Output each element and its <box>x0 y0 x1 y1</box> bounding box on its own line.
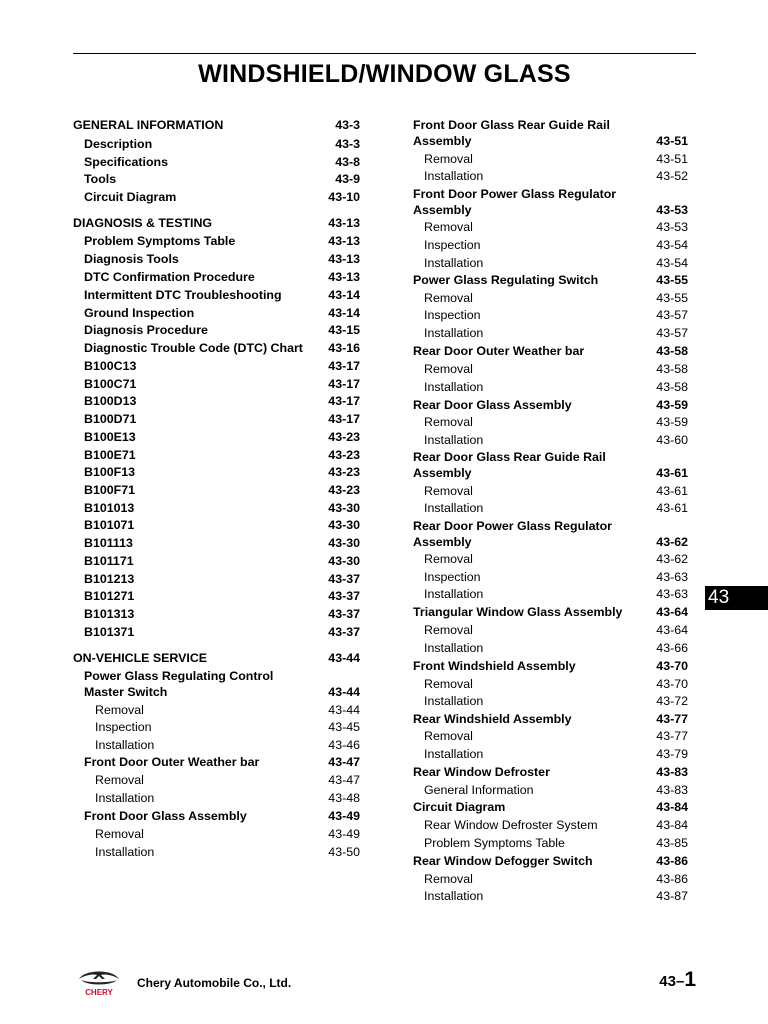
toc-entry-label: Power Glass Regulating Switch <box>413 273 599 287</box>
toc-entry-page: 43-83 <box>656 765 688 779</box>
toc-entry-label: Rear Window Defroster <box>413 765 550 779</box>
toc-entry-label: Rear Windshield Assembly <box>413 712 572 726</box>
toc-entry-label: B101071 <box>84 518 135 532</box>
toc-entry-page: 43-70 <box>656 659 688 673</box>
toc-entry-page: 43-13 <box>328 252 360 266</box>
toc-entry-label: Installation <box>424 380 484 394</box>
toc-entry-page: 43-61 <box>656 466 688 480</box>
toc-entry-page: 43-51 <box>656 134 688 148</box>
toc-entry-page: 43-64 <box>656 623 688 637</box>
toc-entry-label: Installation <box>424 694 484 708</box>
toc-entry-label: Rear Window Defroster System <box>424 818 598 832</box>
toc-entry-page: 43-15 <box>328 323 360 337</box>
toc-entry-page: 43-66 <box>656 641 688 655</box>
page-number <box>659 968 696 992</box>
toc-entry-label: Description <box>84 137 153 151</box>
toc-entry-page: 43-63 <box>656 570 688 584</box>
toc-entry-label: B101313 <box>84 607 135 621</box>
toc-entry-page: 43-54 <box>656 256 688 270</box>
chery-logo-icon <box>73 967 125 997</box>
toc-entry-page: 43-17 <box>328 377 360 391</box>
toc-entry-label: Rear Door Power Glass Regulator Assembly <box>413 519 612 549</box>
toc-entry-page: 43-23 <box>328 430 360 444</box>
toc-entry-label: B100C71 <box>84 377 137 391</box>
toc-entry-page: 43-44 <box>328 703 360 717</box>
toc-entry-page: 43-79 <box>656 747 688 761</box>
toc-entry-label: B100D13 <box>84 394 137 408</box>
toc-entry-label: Problem Symptoms Table <box>424 836 565 850</box>
toc-entry-label: Installation <box>424 747 484 761</box>
toc-entry-label: Removal <box>95 827 144 841</box>
toc-entry-label: B101113 <box>84 536 133 550</box>
toc-entry-label: Front Door Glass Assembly <box>84 809 247 823</box>
toc-entry-label: Tools <box>84 172 117 186</box>
toc-entry-label: Installation <box>424 256 484 270</box>
toc-entry-page: 43-55 <box>656 273 688 287</box>
toc-entry-page: 43-16 <box>328 341 360 355</box>
company-name: Chery Automobile Co., Ltd. <box>137 976 292 990</box>
toc-entry-label: Installation <box>424 169 484 183</box>
toc-entry-label: Removal <box>424 415 473 429</box>
toc-entry-page: 43-62 <box>656 535 688 549</box>
logo-text: CHERY <box>85 988 113 997</box>
toc-entry-page: 43-23 <box>328 465 360 479</box>
toc-entry-label: B101213 <box>84 572 135 586</box>
toc-entry-label: Installation <box>424 641 484 655</box>
toc-entry-page: 43-30 <box>328 554 360 568</box>
toc-entry-label: Removal <box>95 773 144 787</box>
toc-entry-label: B101271 <box>84 589 135 603</box>
toc-entry-page: 43-8 <box>335 155 360 169</box>
toc-entry-label: Rear Door Outer Weather bar <box>413 344 585 358</box>
toc-entry-label: Specifications <box>84 155 169 169</box>
toc-entry-page: 43-23 <box>328 483 360 497</box>
toc-entry-page: 43-85 <box>656 836 688 850</box>
toc-entry-page: 43-46 <box>328 738 360 752</box>
toc-entry-page: 43-54 <box>656 238 688 252</box>
toc-entry-label: Removal <box>424 362 473 376</box>
toc-entry-label: ON-VEHICLE SERVICE <box>73 651 208 665</box>
toc-entry-page: 43-49 <box>328 827 360 841</box>
toc-entry-page: 43-48 <box>328 791 360 805</box>
page-number-value: 1 <box>684 968 696 991</box>
page-number-prefix: 43– <box>659 973 685 990</box>
toc-entry-page: 43-13 <box>328 234 360 248</box>
toc-entry-label: Front Door Glass Rear Guide Rail Assembly <box>413 118 610 148</box>
toc-entry-label: Removal <box>95 703 144 717</box>
toc-entry-page: 43-13 <box>328 216 360 230</box>
toc-entry-label: Installation <box>424 587 484 601</box>
toc-entry-page: 43-51 <box>656 152 688 166</box>
toc-entry-label: Front Door Power Glass Regulator Assembly <box>413 187 617 217</box>
toc-entry-page: 43-44 <box>328 685 360 699</box>
toc-entry-label: Inspection <box>95 720 152 734</box>
toc-entry-label: B100E13 <box>84 430 136 444</box>
toc-entry-page: 43-23 <box>328 448 360 462</box>
page-title: WINDSHIELD/WINDOW GLASS <box>198 60 571 88</box>
toc-entry-page: 43-14 <box>328 306 360 320</box>
toc-entry-label: Removal <box>424 872 473 886</box>
toc-entry-label: DIAGNOSIS & TESTING <box>73 216 213 230</box>
toc-entry-page: 43-58 <box>656 344 688 358</box>
toc-entry-label: B100F71 <box>84 483 135 497</box>
toc-entry-page: 43-37 <box>328 572 360 586</box>
toc-entry-label: Removal <box>424 152 473 166</box>
toc-entry-page: 43-72 <box>656 694 688 708</box>
toc-entry-label: Front Windshield Assembly <box>413 659 576 673</box>
toc-entry-page: 43-59 <box>656 398 688 412</box>
toc-entry-page: 43-77 <box>656 712 688 726</box>
toc-entry-label: Removal <box>424 677 473 691</box>
toc-entry-label: Inspection <box>424 570 481 584</box>
toc-entry-page: 43-47 <box>328 773 360 787</box>
toc-entry-page: 43-17 <box>328 412 360 426</box>
toc-entry-label: Installation <box>424 889 484 903</box>
toc-entry-page: 43-49 <box>328 809 360 823</box>
toc-entry-page: 43-86 <box>656 872 688 886</box>
toc-entry-label: Intermittent DTC Troubleshooting <box>84 288 282 302</box>
toc-entry-page: 43-87 <box>656 889 688 903</box>
toc-entry-page: 43-70 <box>656 677 688 691</box>
toc-entry-page: 43-30 <box>328 536 360 550</box>
toc-entry-page: 43-45 <box>328 720 360 734</box>
toc-entry-page: 43-53 <box>656 220 688 234</box>
toc-entry-label: Ground Inspection <box>84 306 195 320</box>
toc-entry-page: 43-13 <box>328 270 360 284</box>
toc-entry-page: 43-61 <box>656 484 688 498</box>
toc-entry-label: Removal <box>424 729 473 743</box>
toc-entry-page: 43-44 <box>328 651 360 665</box>
toc-entry-page: 43-37 <box>328 625 360 639</box>
toc-entry-label: GENERAL INFORMATION <box>73 118 224 132</box>
toc-entry-page: 43-59 <box>656 415 688 429</box>
toc-entry-label: Rear Door Glass Assembly <box>413 398 572 412</box>
toc-entry-page: 43-58 <box>656 362 688 376</box>
toc-entry-page: 43-62 <box>656 552 688 566</box>
toc-entry-label: Removal <box>424 220 473 234</box>
section-tab: 43 <box>705 586 768 610</box>
toc-entry-label: Rear Window Defogger Switch <box>413 854 593 868</box>
toc-entry-label: Removal <box>424 484 473 498</box>
toc-entry-label: Diagnostic Trouble Code (DTC) Chart <box>84 341 303 355</box>
toc-entry-label: Installation <box>95 791 155 805</box>
toc-entry-page: 43-83 <box>656 783 688 797</box>
toc-entry-page: 43-17 <box>328 359 360 373</box>
toc-entry-label: Removal <box>424 623 473 637</box>
toc-entry-page: 43-77 <box>656 729 688 743</box>
toc-entry-page: 43-3 <box>335 118 360 132</box>
toc-entry-page: 43-14 <box>328 288 360 302</box>
toc-entry-page: 43-50 <box>328 845 360 859</box>
toc-entry-label: Removal <box>424 291 473 305</box>
toc-entry-page: 43-17 <box>328 394 360 408</box>
toc-entry-page: 43-37 <box>328 607 360 621</box>
toc-entry-label: Diagnosis Tools <box>84 252 179 266</box>
toc-entry-page: 43-53 <box>656 203 688 217</box>
toc-entry-label: Inspection <box>424 238 481 252</box>
toc-entry-label: Circuit Diagram <box>84 190 177 204</box>
toc-entry-page: 43-63 <box>656 587 688 601</box>
toc-entry-label: B100F13 <box>84 465 135 479</box>
toc-entry-label: Installation <box>424 433 484 447</box>
toc-entry-label: Installation <box>424 326 484 340</box>
toc-entry-page: 43-58 <box>656 380 688 394</box>
toc-entry-label: B100E71 <box>84 448 136 462</box>
toc-entry-label: Circuit Diagram <box>413 800 506 814</box>
toc-entry-label: Diagnosis Procedure <box>84 323 208 337</box>
toc-entry-label: B101371 <box>84 625 135 639</box>
toc-entry-page: 43-3 <box>335 137 360 151</box>
toc-entry-label: Rear Door Glass Rear Guide Rail Assembly <box>413 450 606 480</box>
toc-entry-page: 43-61 <box>656 501 688 515</box>
toc-entry-label: B100C13 <box>84 359 137 373</box>
toc-entry-label: Installation <box>424 501 484 515</box>
toc-entry-label: B101171 <box>84 554 134 568</box>
toc-entry-label: B100D71 <box>84 412 137 426</box>
toc-entry-label: Front Door Outer Weather bar <box>84 755 260 769</box>
toc-entry-page: 43-86 <box>656 854 688 868</box>
toc-entry-label: Removal <box>424 552 473 566</box>
toc-entry-page: 43-57 <box>656 326 688 340</box>
toc-entry-page: 43-57 <box>656 308 688 322</box>
toc-entry-label: General Information <box>424 783 534 797</box>
toc-entry-page: 43-52 <box>656 169 688 183</box>
toc-entry-page: 43-30 <box>328 501 360 515</box>
toc-entry-page: 43-84 <box>656 818 688 832</box>
toc-entry-label: B101013 <box>84 501 135 515</box>
toc-entry-label: Triangular Window Glass Assembly <box>413 605 623 619</box>
toc-entry-page: 43-64 <box>656 605 688 619</box>
toc-entry-label: Problem Symptoms Table <box>84 234 236 248</box>
toc-entry-page: 43-37 <box>328 589 360 603</box>
toc-entry-page: 43-84 <box>656 800 688 814</box>
toc-entry-label: DTC Confirmation Procedure <box>84 270 255 284</box>
toc-entry-page: 43-10 <box>328 190 360 204</box>
header-rule <box>73 53 696 54</box>
toc-entry-label: Power Glass Regulating Control Master Switch <box>84 669 274 699</box>
toc-entry-page: 43-60 <box>656 433 688 447</box>
toc-entry-page: 43-47 <box>328 755 360 769</box>
toc-entry-page: 43-30 <box>328 518 360 532</box>
toc-entry-page: 43-55 <box>656 291 688 305</box>
toc-entry-label: Installation <box>95 845 155 859</box>
toc-entry-label: Installation <box>95 738 155 752</box>
toc-entry-label: Inspection <box>424 308 481 322</box>
toc-entry-page: 43-9 <box>335 172 360 186</box>
